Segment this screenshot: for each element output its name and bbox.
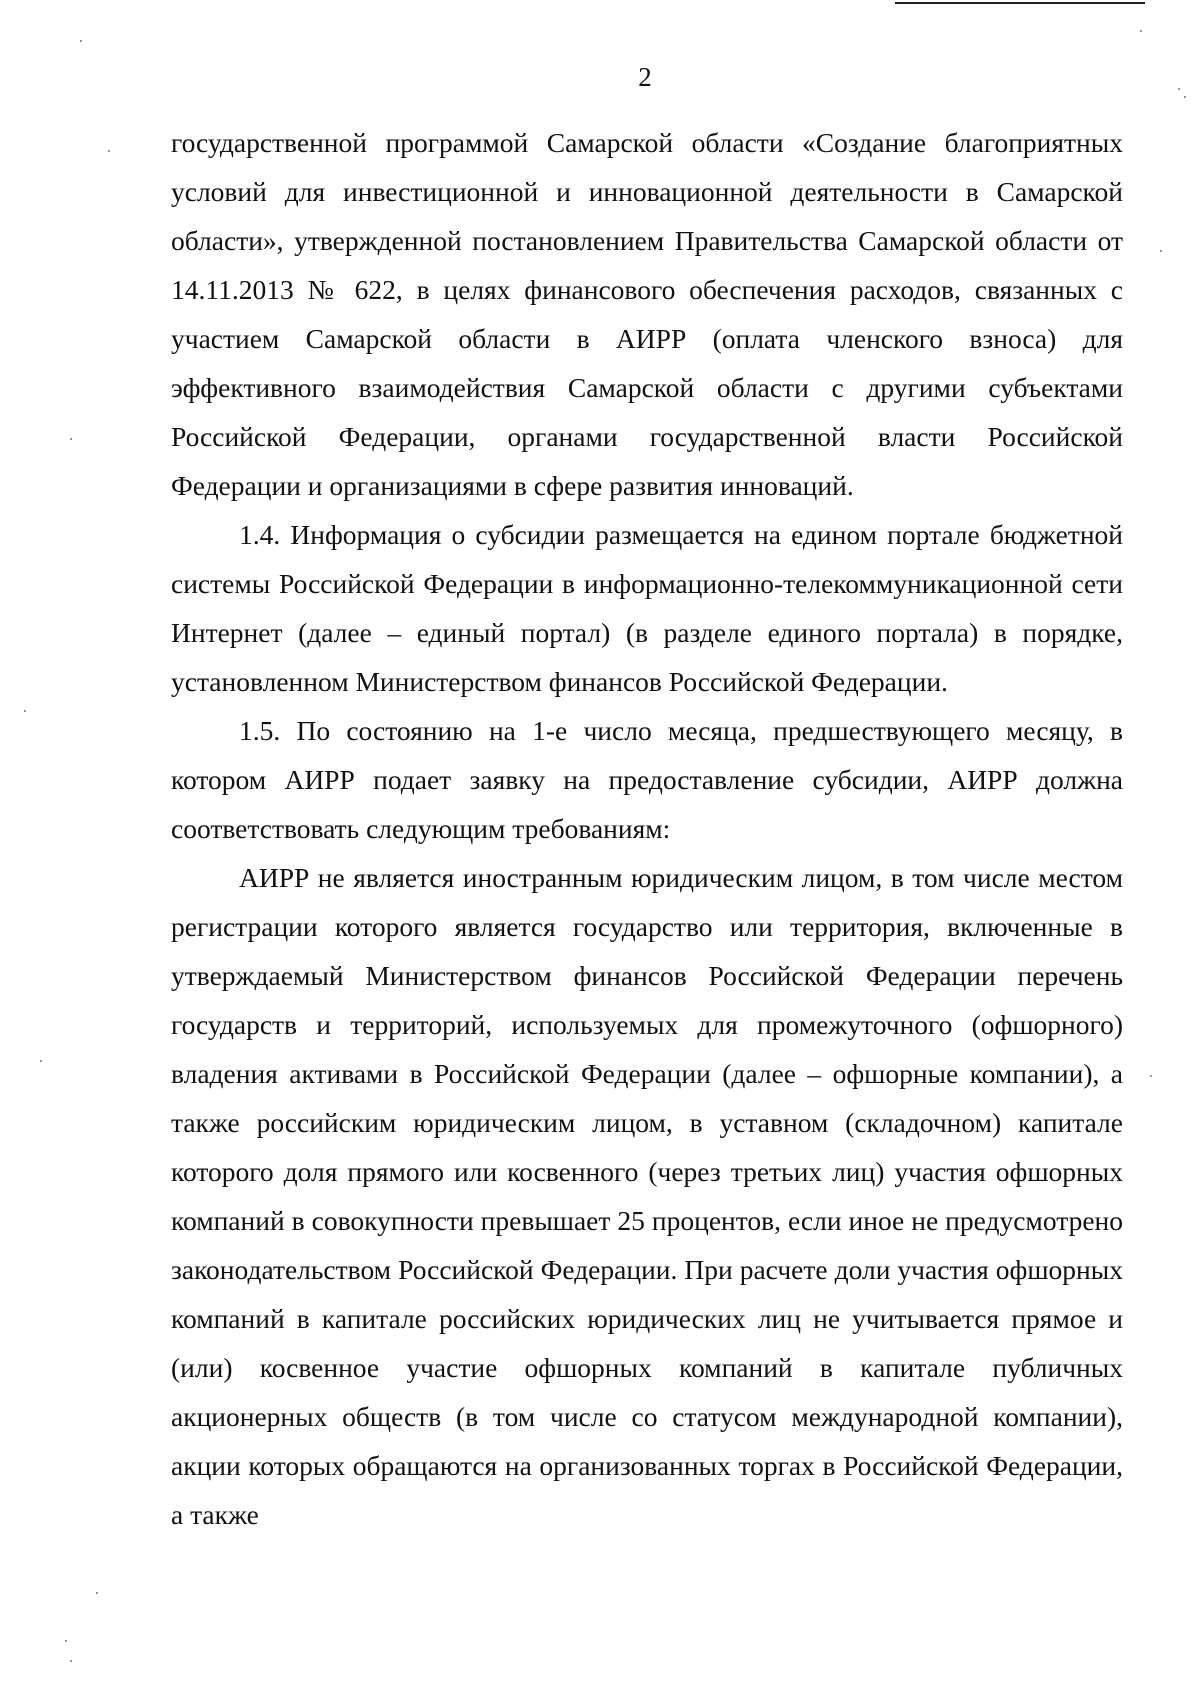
- paragraph-purpose: государственной программой Самарской области «Создание благоприятных условий для инвестиционной и инновационной деятельности в Самарской области», утвержденной постановлением Правительства Самарской области от 14.11.2013 № 622, в целях финансового обеспечения расходов, связанных с участием Самарской области в АИРР (оплата членского взноса) для эффективного взаимодействия Самарской области с другими субъектами Российской Федерации, органами государственной власти Российской Федерации и организациями в сфере развития инноваций.: [171, 127, 1123, 501]
- scan-speck: [1184, 96, 1186, 98]
- paragraph-requirements: АИРР не является иностранным юридическим лицом, в том числе местом регистрации которого является государство или территория, включенные в утверждаемый Министерством финансов Российской Федерации перечень государств и территорий, используемых для промежуточного (офшорного) владения активами в Российской Федерации (далее – офшорные компании), а также российским юридическим лицом, в уставном (складочном) капитале которого доля прямого или косвенного (через третьих лиц) участия офшорных компаний в совокупности превышает 25 процентов, если иное не предусмотрено законодательством Российской Федерации. При расчете доли участия офшорных компаний в капитале российских юридических лиц не учитывается прямое и (или) косвенное участие офшорных компаний в капитале публичных акционерных обществ (в том числе со статусом международной компании), акции которых обращаются на организованных торгах в Российской Федерации, а также: [171, 862, 1123, 1530]
- paragraph-1-5: 1.5. По состоянию на 1-е число месяца, предшествующего месяцу, в котором АИРР подает заявку на предоставление субсидии, АИРР должна соответствовать следующим требованиям:: [171, 715, 1123, 844]
- scan-speck: [108, 150, 110, 152]
- scan-speck: [1140, 30, 1142, 32]
- page-number: 2: [638, 62, 652, 92]
- scan-speck: [1160, 250, 1162, 252]
- scan-speck: [24, 710, 26, 712]
- scan-speck: [96, 1592, 98, 1594]
- scan-speck: [70, 1660, 72, 1662]
- scan-speck: [40, 1060, 42, 1062]
- top-rule: [895, 2, 1145, 4]
- scan-speck: [1178, 88, 1180, 90]
- scan-speck: [65, 1640, 67, 1642]
- scan-speck: [1150, 1075, 1152, 1077]
- document-body: [171, 118, 1123, 1539]
- paragraph-1-4: 1.4. Информация о субсидии размещается на едином портале бюджетной системы Российской Федерации в информационно-телекоммуникационной сети Интернет (далее – единый портал) (в разделе единого портала) в порядке, установленном Министерством финансов Российской Федерации.: [171, 519, 1123, 697]
- scan-speck: [70, 438, 72, 440]
- scan-speck: [80, 40, 82, 42]
